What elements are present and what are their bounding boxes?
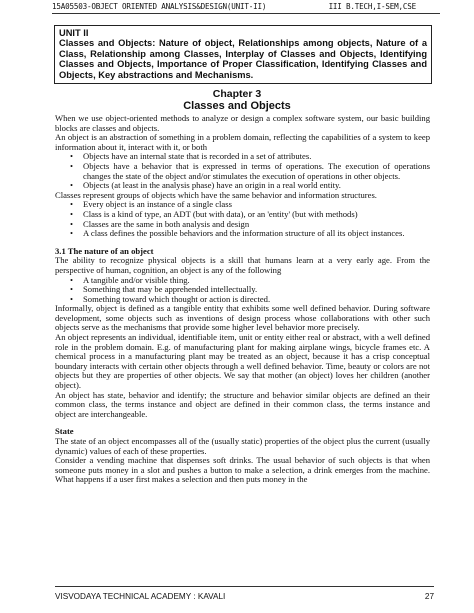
header-class: III B.TECH,I-SEM,CSE xyxy=(328,2,416,11)
unit-topics: Classes and Objects: Nature of object, Relationships among objects, Nature of a Class, Relationship among Classes, Interplay of Classes and Objects, Identifying Classes and Objects, Importance of Proper Classification, Identifying Classes and Objects, Key abstractions and Mechanisms. xyxy=(59,38,427,80)
object-definition-paragraph: An object is an abstraction of something in a problem domain, reflecting the capabilities of a system to keep information about it, interact with it, or both xyxy=(55,132,430,152)
section-paragraph: Informally, object is defined as a tangible entity that exhibits some well defined behavior. During software development, some objects such as inventions of design process whose collaborations with other such objects serve as the mechanisms that provide some higher level behavior more precisely. xyxy=(55,303,430,333)
state-paragraph: Consider a vending machine that dispenses soft drinks. The usual behavior of such objects is that when someone puts money in a slot and pushes a button to make a selection, a drink emerges from the machine. What happens if a user first makes a selection and then puts money in the xyxy=(55,455,430,485)
section-paragraph: An object has state, behavior and identify; the structure and behavior similar objects are defined an their common class, the terms instance and object are defined in their common class, the terms instance and object are interchangeable. xyxy=(55,389,430,419)
list-item: • Class is a kind of type, an ADT (but with data), or an 'entity' (but with methods) xyxy=(83,210,430,220)
state-heading: State xyxy=(55,426,74,437)
running-header xyxy=(52,2,440,14)
class-definition-paragraph: Classes represent groups of objects which have the same behavior and information structures. xyxy=(55,189,377,200)
chapter-title: Classes and Objects xyxy=(183,100,291,112)
page-footer xyxy=(55,586,434,601)
list-item: • A class defines the possible behaviors and the information structure of all its object instances. xyxy=(83,229,430,239)
state-paragraph: The state of an object encompasses all of the (usually static) properties of the object plus the current (usually dynamic) values of each of these properties. xyxy=(55,436,430,456)
chapter-number: Chapter 3 xyxy=(212,88,262,100)
chapter-body xyxy=(55,114,430,485)
unit-title: UNIT II xyxy=(59,28,89,38)
list-item: • Objects have a behavior that is expressed in terms of operations. The execution of operations changes the state of the object and/or stimulates the execution of operations in other objects. xyxy=(83,162,430,181)
list-item: • Objects (at least in the analysis phase) have an origin in a real world entity. xyxy=(83,181,430,191)
object-perspective-list xyxy=(55,276,430,305)
list-item: • Something that may be apprehended intellectually. xyxy=(83,285,430,295)
page-number: 27 xyxy=(424,592,434,601)
footer-institution: VISVODAYA TECHNICAL ACADEMY : KAVALI xyxy=(55,592,226,601)
header-course: 15A05503-OBJECT ORIENTED ANALYSIS&DESIGN(UNIT-II) xyxy=(52,2,267,11)
unit-summary-box xyxy=(54,25,432,84)
list-item: • Classes are the same in both analysis and design xyxy=(83,220,430,230)
section-paragraph: An object represents an individual, identifiable item, unit or entity either real or abstract, with a well defined role in the problem domain. E.g. of manufacturing plant for making airplane wings, bicycle frames etc. A chemical process in a manufacturing plant may be treated as an object, because it has a crisp conceptual boundary interacts with certain other objects through a well defined behavior. Time, beauty or colors are not objects but they are properties of other objects. We say that mother (an object) loves her children (another object). xyxy=(55,332,430,391)
list-item: • Objects have an internal state that is recorded in a set of attributes. xyxy=(83,152,430,162)
list-item: • Something toward which thought or action is directed. xyxy=(83,295,430,305)
list-item: • Every object is an instance of a single class xyxy=(83,200,430,210)
list-item: • A tangible and/or visible thing. xyxy=(83,276,430,286)
intro-paragraph: When we use object-oriented methods to analyze or design a complex software system, our basic building blocks are classes and objects. xyxy=(55,113,430,133)
object-properties-list xyxy=(55,152,430,190)
section-heading: 3.1 The nature of an object xyxy=(55,245,154,256)
class-properties-list xyxy=(55,200,430,238)
section-paragraph: The ability to recognize physical objects is a skill that humans learn at a very early age. From the perspective of human, cognition, an object is any of the following xyxy=(55,255,430,275)
